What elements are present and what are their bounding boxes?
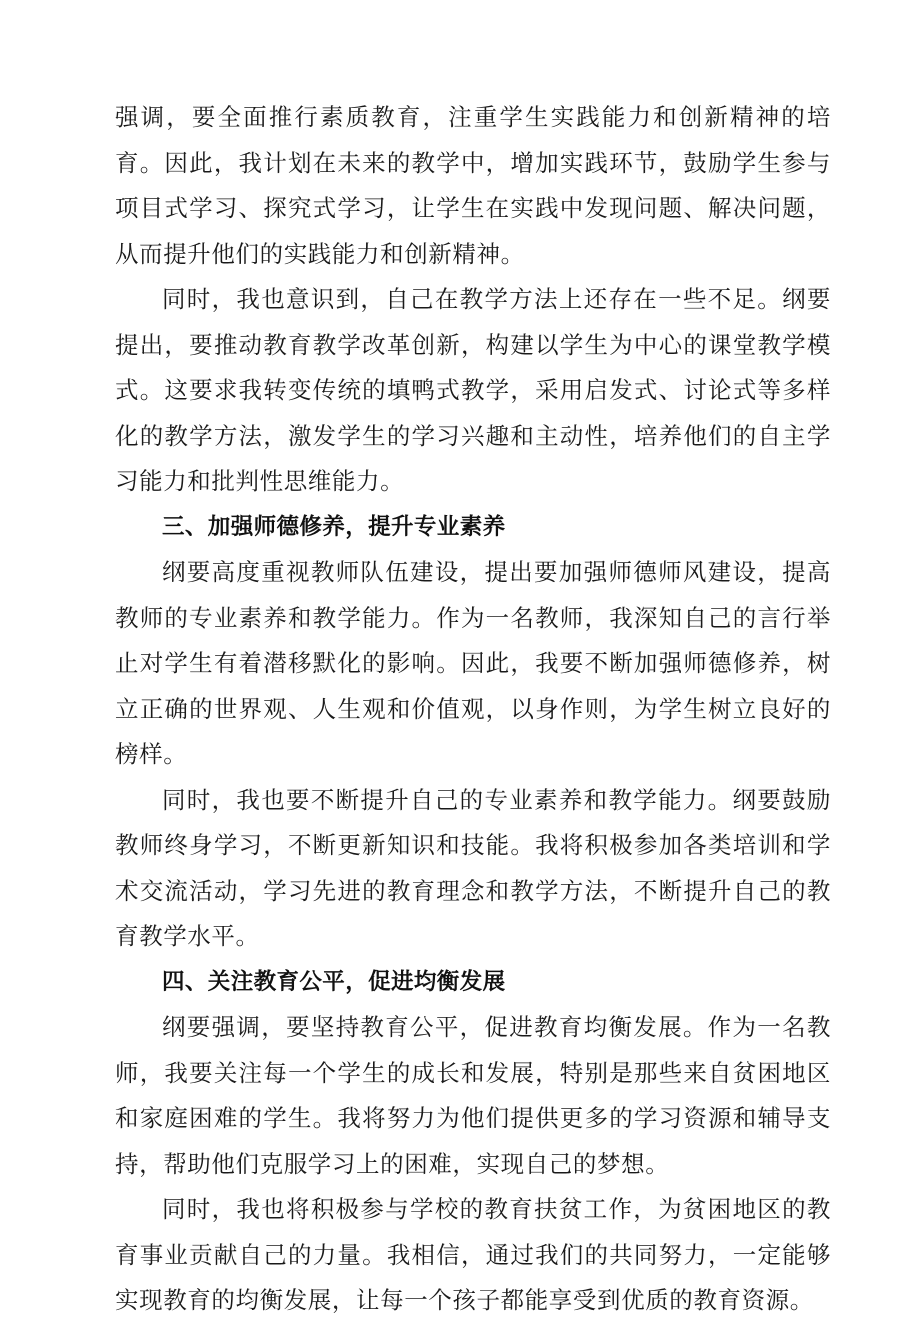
paragraph-3: 纲要高度重视教师队伍建设，提出要加强师德师风建设，提高教师的专业素养和教学能力。作为一名教师，我深知自己的言行举止对学生有着潜移默化的影响。因此，我要不断加强师德修养，树立正确的世界观、人生观和价值观，以身作则，为学生树立良好的榜样。 [115,558,831,768]
section-heading-3: 三、加强师德修养，提升专业素养 [162,513,506,540]
paragraph-1: 强调，要全面推行素质教育，注重学生实践能力和创新精神的培育。因此，我计划在未来的教学中，增加实践环节，鼓励学生参与项目式学习、探究式学习，让学生在实践中发现问题、解决问题，从而提升他们的实践能力和创新精神。 [115,103,831,268]
paragraph-5: 纲要强调，要坚持教育公平，促进教育均衡发展。作为一名教师，我要关注每一个学生的成长和发展，特别是那些来自贫困地区和家庭困难的学生。我将努力为他们提供更多的学习资源和辅导支持，帮助他们克服学习上的困难，实现自己的梦想。 [115,1013,831,1178]
paragraph-2: 同时，我也意识到，自己在教学方法上还存在一些不足。纲要提出，要推动教育教学改革创新，构建以学生为中心的课堂教学模式。这要求我转变传统的填鸭式教学，采用启发式、讨论式等多样化的教学方法，激发学生的学习兴趣和主动性，培养他们的自主学习能力和批判性思维能力。 [115,285,831,495]
paragraph-6: 同时，我也将积极参与学校的教育扶贫工作，为贫困地区的教育事业贡献自己的力量。我相信，通过我们的共同努力，一定能够实现教育的均衡发展，让每一个孩子都能享受到优质的教育资源。 [115,1195,831,1314]
document-page [115,95,831,1324]
section-heading-4: 四、关注教育公平，促进均衡发展 [162,968,506,995]
paragraph-4: 同时，我也要不断提升自己的专业素养和教学能力。纲要鼓励教师终身学习，不断更新知识和技能。我将积极参加各类培训和学术交流活动，学习先进的教育理念和教学方法，不断提升自己的教育教学水平。 [115,785,831,950]
